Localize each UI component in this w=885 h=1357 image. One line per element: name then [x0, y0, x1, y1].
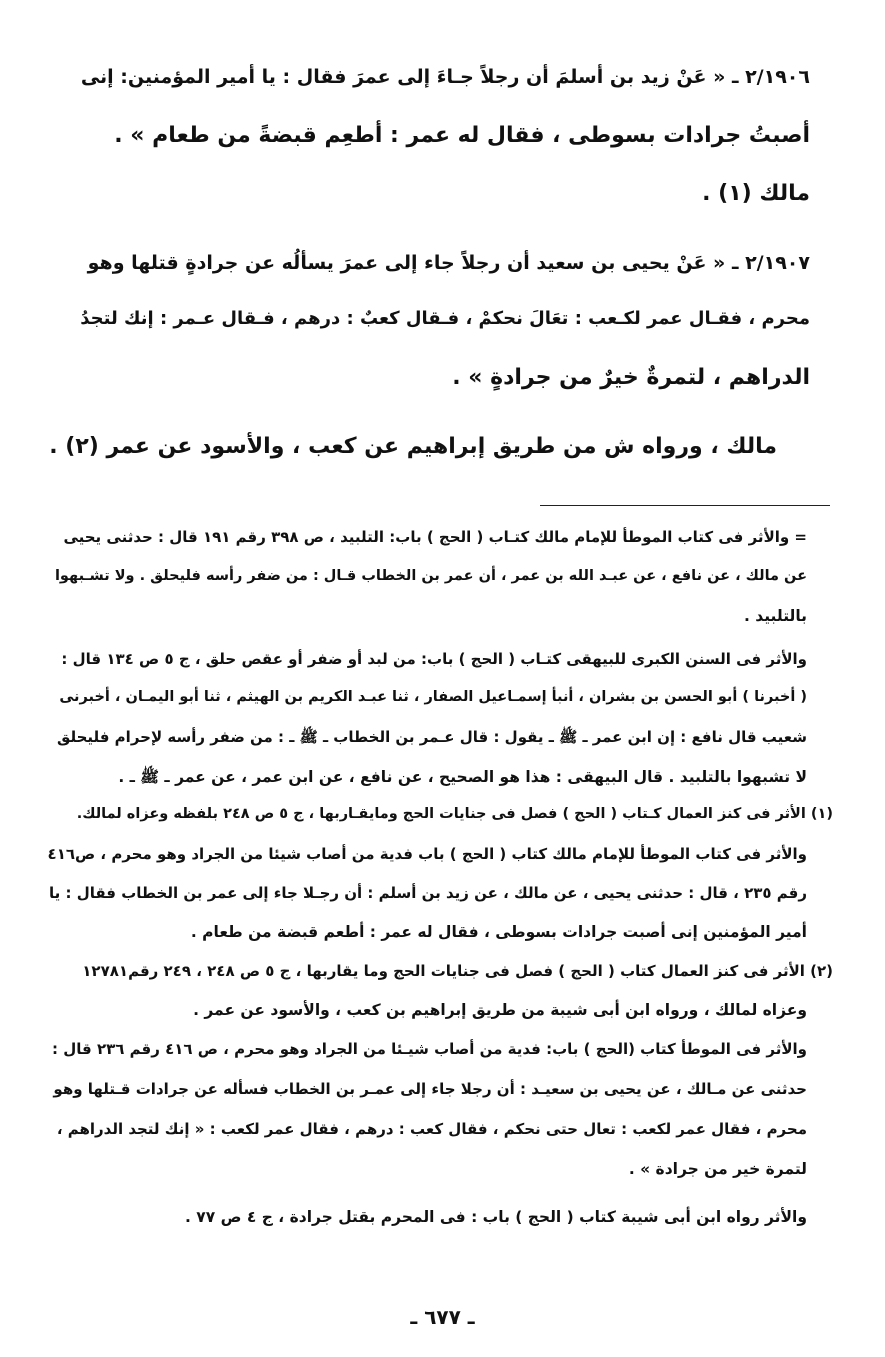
footnote-separator — [540, 505, 830, 506]
main-text-line-5: محرم ، فقـال عمر لكـعب : تعَالَ نحكمْ ، فـقال كعبٌ : درهم ، فـقال عـمر : إنك لتجدُ — [80, 308, 810, 329]
footnote-line-18: والأثر رواه ابن أبى شيبة كتاب ( الحج ) باب : فى المحرم بقتل جرادة ، ج ٤ ص ٧٧ . — [185, 1208, 807, 1226]
main-text-line-2: أصبتُ جرادات بسوطى ، فقال له عمر : أطعِم قبضةً من طعام » . — [114, 123, 810, 148]
footnote-line-1: = والأثر فى كتاب الموطأ للإمام مالك كتـاب ( الحج ) باب: التلبيد ، ص ٣٩٨ رقم ١٩١ قال : حدثنى يحيى — [63, 528, 807, 546]
footnote-line-12: (٢) الأثر فى كنز العمال كتاب ( الحج ) فصل فى جنايات الحج وما يقاربها ، ج ٥ ص ٢٤٨ ، ٢٤٩ رقم١٢٧٨١ — [82, 962, 833, 980]
footnote-line-4: والأثر فى السنن الكبرى للبيهقى كتـاب ( الحج ) باب: من لبد أو ضفر أو عقص حلق ، ج ٥ ص ١٣٤ قال : — [61, 650, 807, 668]
main-text-line-3: مالك (١) . — [702, 181, 810, 206]
page-number: ـ ٦٧٧ ـ — [410, 1305, 475, 1329]
footnote-line-7: لا تشبهوا بالتلبيد . قال البيهقى : هذا هو الصحيح ، عن نافع ، عن ابن عمر ، عن عمر ـ ﷺ ـ . — [118, 768, 807, 786]
footnote-line-6: شعيب قال نافع : إن ابن عمر ـ ﷺ ـ يقول : قال عـمر بن الخطاب ـ ﷺ ـ : من ضفر رأسه لإحرام فليحلق — [56, 728, 807, 746]
footnote-line-9: والأثر فى كتاب الموطأ للإمام مالك كتاب ( الحج ) باب فدية من أصاب شيئا من الجراد وهو محرم ، ص٤١٦ — [47, 845, 807, 863]
footnote-line-5: ( أخبرنا ) أبو الحسن بن بشران ، أنبأ إسمـاعيل الصفار ، ثنا عبـد الكريم بن الهيثم ، ثنا أبو اليمـان ، أخبرنى — [59, 689, 807, 705]
main-text-line-7: مالك ، ورواه ش من طريق إبراهيم عن كعب ، والأسود عن عمر (٢) . — [49, 434, 777, 459]
footnote-line-16: محرم ، فقال عمر لكعب : تعال حتى نحكم ، فقال كعب : درهم ، فقال عمر لكعب : « إنك لتجد الدراهم ، — [56, 1120, 807, 1138]
main-text-line-1: ٢/١٩٠٦ ـ « عَنْ زيد بن أسلمَ أن رجلاً جـاءَ إلى عمرَ فقال : يا أمير المؤمنين: إنى — [80, 66, 810, 88]
footnote-line-13: وعزاه لمالك ، ورواه ابن أبى شيبة من طريق إبراهيم بن كعب ، والأسود عن عمر . — [193, 1001, 807, 1019]
footnote-line-8: (١) الأثر فى كنز العمال كـتاب ( الحج ) فصل فى جنايات الحج ومايقـاربها ، ج ٥ ص ٢٤٨ بلفظه وعزاه لمالك. — [76, 806, 833, 822]
main-text-line-4: ٢/١٩٠٧ ـ « عَنْ يحيى بن سعيد أن رجلاً جاء إلى عمرَ يسألُه عن جرادةٍ قتلها وهو — [87, 252, 810, 274]
footnote-line-10: رقم ٢٣٥ ، قال : حدثنى يحيى ، عن مالك ، عن زيد بن أسلم : أن رجـلا جاء إلى عمر بن الخطاب فقال : يا — [49, 884, 807, 902]
footnote-line-14: والأثر فى الموطأ كتاب (الحج ) باب: فدية من أصاب شيـئا من الجراد وهو محرم ، ص ٤١٦ رقم ٢٣٦ قال : — [52, 1040, 807, 1058]
footnote-line-15: حدثنى عن مـالك ، عن يحيى بن سعيـد : أن رجلا جاء إلى عمـر بن الخطاب فسأله عن جرادات قـتلها وهو — [53, 1080, 807, 1098]
main-text-line-6: الدراهم ، لتمرةٌ خيرٌ من جرادةٍ » . — [452, 365, 810, 390]
footnote-line-2: عن مالك ، عن نافع ، عن عبـد الله بن عمر ، أن عمر بن الخطاب قـال : من ضفر رأسه فليحلق . ولا تشـبهوا — [54, 568, 807, 584]
footnote-line-17: لتمرة خير من جرادة » . — [628, 1160, 807, 1178]
footnote-line-11: أمير المؤمنين إنى أصبت جرادات بسوطى ، فقال له عمر : أطعم قبضة من طعام . — [190, 923, 807, 941]
footnote-line-3: بالتلبيد . — [743, 607, 807, 625]
